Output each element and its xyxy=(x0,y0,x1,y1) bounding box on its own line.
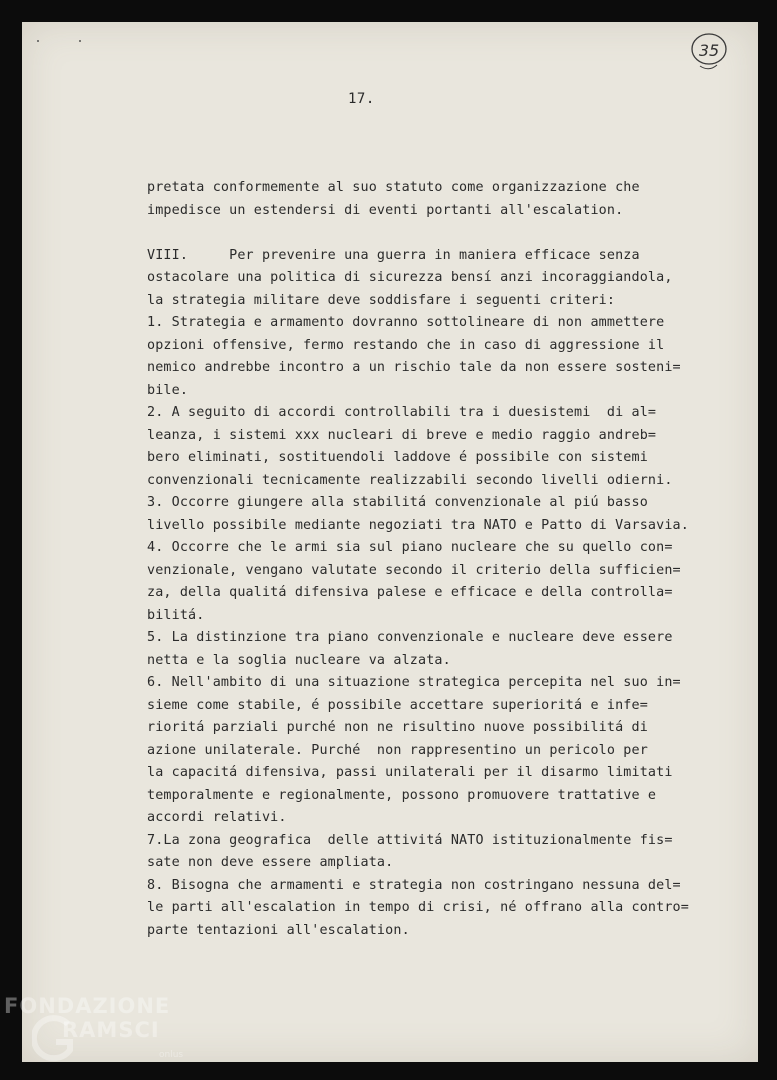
watermark-line-3: onlus xyxy=(159,1050,184,1060)
text-line: le parti all'escalation in tempo di crisi, né offrano alla contro= xyxy=(147,900,689,915)
text-line: 8. Bisogna che armamenti e strategia non costringano nessuna del= xyxy=(147,877,681,893)
text-line: netta e la soglia nucleare va alzata. xyxy=(147,652,451,668)
text-line: la capacitá difensiva, passi unilaterali per il disarmo limitati xyxy=(147,765,673,780)
text-line: 6. Nell'ambito di una situazione strategica percepita nel suo in= xyxy=(147,675,681,690)
text-line: impedisce un estendersi di eventi portanti all'escalation. xyxy=(147,202,624,218)
paper-speck xyxy=(37,40,39,42)
text-line: convenzionali tecnicamente realizzabili secondo livelli odierni. xyxy=(147,472,673,488)
text-line: la strategia militare deve soddisfare i seguenti criteri: xyxy=(147,292,616,308)
text-line xyxy=(147,222,747,245)
text-line: 3. Occorre giungere alla stabilitá convenzionale al piú basso xyxy=(147,495,648,510)
text-line: venzionale, vengano valutate secondo il criterio della sufficien= xyxy=(147,562,681,578)
text-line: accordi relativi. xyxy=(147,810,287,825)
text-line: nemico andrebbe incontro a un rischio tale da non essere sosteni= xyxy=(147,360,681,375)
page-number: 17. xyxy=(348,91,375,107)
text-line: bilitá. xyxy=(147,607,205,623)
text-line: parte tentazioni all'escalation. xyxy=(147,922,410,938)
text-line: opzioni offensive, fermo restando che in caso di aggressione il xyxy=(147,337,665,353)
text-line: 7.La zona geografica delle attivitá NATO istituzionalmente fis= xyxy=(147,832,673,848)
text-line: livello possibile mediante negoziati tra NATO e Patto di Varsavia. xyxy=(147,517,689,533)
text-line: bero eliminati, sostituendoli laddove é possibile con sistemi xyxy=(147,450,648,465)
text-line: rioritá parziali purché non ne risultino nuove possibilitá di xyxy=(147,720,648,735)
text-line: 2. A seguito di accordi controllabili tra i duesistemi di al= xyxy=(147,405,657,420)
text-line: leanza, i sistemi xxx nucleari di breve e medio raggio andreb= xyxy=(147,427,657,443)
text-line: azione unilaterale. Purché non rappresentino un pericolo per xyxy=(147,742,648,758)
text-line: sieme come stabile, é possibile accettare superioritá e infe= xyxy=(147,697,648,713)
text-line: 1. Strategia e armamento dovranno sottolineare di non ammettere xyxy=(147,315,665,330)
text-line: 5. La distinzione tra piano convenzionale e nucleare deve essere xyxy=(147,630,673,645)
text-line: za, della qualitá difensiva palese e efficace e della controlla= xyxy=(147,585,673,600)
watermark-line-1: FONDAZIONE xyxy=(4,994,171,1018)
archive-number-stamp xyxy=(690,32,728,70)
text-line: 4. Occorre che le armi sia sul piano nucleare che su quello con= xyxy=(147,540,673,555)
text-line: ostacolare una politica di sicurezza bensí anzi incoraggiandola, xyxy=(147,270,673,285)
text-line: pretata conformemente al suo statuto come organizzazione che xyxy=(147,180,640,195)
paper-speck xyxy=(79,40,81,42)
text-line: sate non deve essere ampliata. xyxy=(147,855,394,870)
document-page xyxy=(22,22,758,1062)
watermark-logo xyxy=(4,994,204,1074)
archive-number: 35 xyxy=(698,41,720,60)
watermark-line-2: RAMSCI xyxy=(62,1018,160,1042)
text-line: temporalmente e regionalmente, possono promuovere trattative e xyxy=(147,787,657,803)
typed-body-text xyxy=(147,177,747,942)
text-line: bile. xyxy=(147,382,189,398)
text-line: VIII. Per prevenire una guerra in maniera efficace senza xyxy=(147,247,640,263)
